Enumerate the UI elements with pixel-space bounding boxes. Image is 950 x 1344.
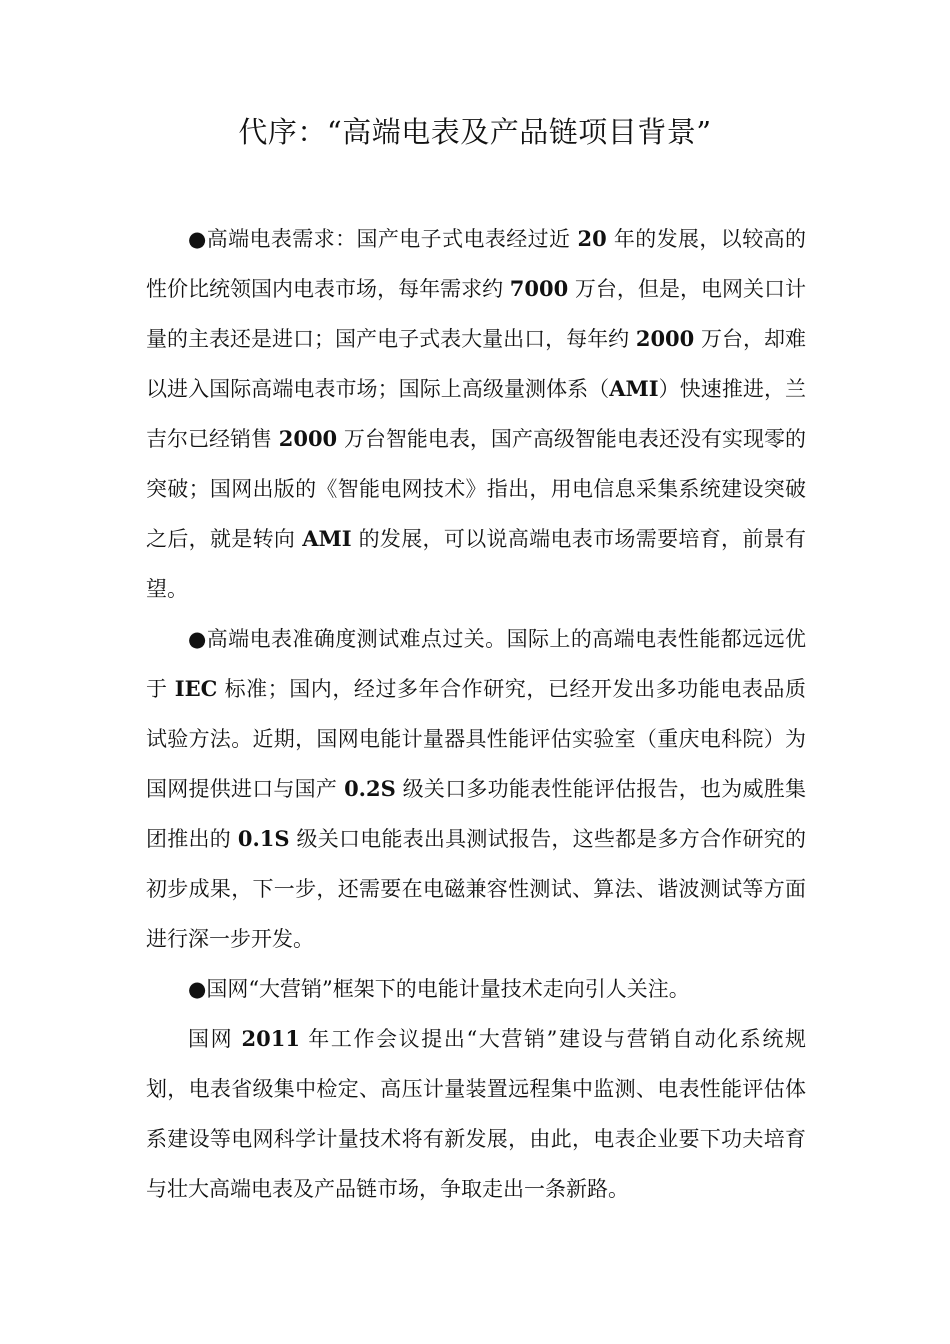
- text-run: 国网: [188, 1027, 242, 1051]
- text-run: 年的发展，以较高的性价比统领国内电表市场，每年需求约: [146, 227, 806, 301]
- bold-text-run: 2000: [635, 326, 695, 351]
- bold-text-run: 7000: [509, 276, 569, 301]
- bold-text-run: 0.2S: [344, 776, 396, 801]
- bold-text-run: 2000: [278, 426, 338, 451]
- paragraph-high-end-meter-demand: [146, 214, 806, 614]
- text-run: 的发展，可以说高端电表市场需要培育，前景有望。: [146, 527, 806, 601]
- bold-text-run: IEC: [174, 676, 218, 701]
- text-run: ●高端电表需求：国产电子式电表经过近: [188, 227, 578, 251]
- text-run: 级关口多功能表性能评估报告，也为威胜集团推出的: [146, 777, 806, 851]
- text-run: 年工作会议提出“大营销”建设与营销自动化系统规划，电表省级集中检定、高压计量装置远程集中监测、电表性能评估体系建设等电网科学计量技术将有新发展，由此，电表企业要下功夫培育与壮大高端电表及产品链市场，争取走出一条新路。: [146, 1027, 806, 1201]
- text-run: 万台智能电表，国产高级智能电表还没有实现零的突破；国网出版的《智能电网技术》指出，用电信息采集系统建设突破之后，就是转向: [146, 427, 806, 551]
- bold-text-run: AMI: [609, 376, 659, 401]
- paragraph-accuracy-testing: [146, 614, 806, 964]
- text-run: 万台，但是，电网关口计量的主表还是进口；国产电子式表大量出口，每年约: [146, 277, 806, 351]
- text-run: ）快速推进，兰吉尔已经销售: [146, 377, 807, 451]
- paragraph-marketing-framework: [146, 964, 806, 1014]
- text-run: 万台，却难以进入国际高端电表市场；国际上高级量测体系（: [146, 327, 806, 401]
- text-run: ●国网“大营销”框架下的电能计量技术走向引人关注。: [188, 977, 690, 1001]
- bold-text-run: 0.1S: [237, 826, 290, 851]
- bold-text-run: 2011: [241, 1026, 300, 1051]
- document-title: 代序：“高端电表及产品链项目背景”: [238, 115, 712, 149]
- text-run: 级关口电能表出具测试报告，这些都是多方合作研究的初步成果，下一步，还需要在电磁兼容性测试、算法、谐波测试等方面进行深一步开发。: [146, 827, 806, 951]
- text-run: 标准；国内，经过多年合作研究，已经开发出多功能电表品质试验方法。近期，国网电能计量器具性能评估实验室（重庆电科院）为国网提供进口与国产: [146, 677, 806, 801]
- document-body: [146, 214, 806, 1214]
- paragraph-work-conference: [146, 1014, 806, 1214]
- text-run: ●高端电表准确度测试难点过关。国际上的高端电表性能都远远优于: [146, 627, 806, 701]
- bold-text-run: AMI: [302, 526, 352, 551]
- bold-text-run: 20: [577, 226, 607, 251]
